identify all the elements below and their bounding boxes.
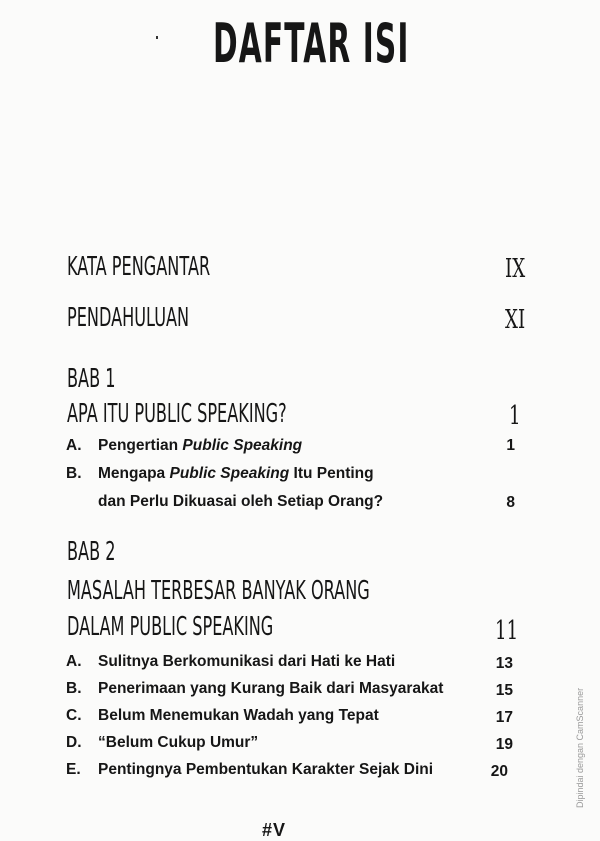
page-speck bbox=[156, 36, 158, 39]
item-letter: B. bbox=[66, 465, 82, 482]
bab1-number: BAB 1 bbox=[67, 364, 116, 394]
item-text: “Belum Cukup Umur” bbox=[98, 734, 259, 751]
item-text-italic: Public Speaking bbox=[169, 465, 290, 482]
item-text-italic: Public Speaking bbox=[182, 437, 303, 454]
item-letter: A. bbox=[66, 653, 82, 670]
bab2-item-a-page: 13 bbox=[495, 655, 513, 672]
toc-page-pendahuluan: XI bbox=[505, 305, 526, 335]
bab2-page: 11 bbox=[495, 616, 519, 646]
bab2-title-line1: MASALAH TERBESAR BANYAK ORANG bbox=[67, 576, 370, 606]
bab2-title-line2: DALAM PUBLIC SPEAKING bbox=[67, 612, 274, 642]
page-title: DAFTAR ISI bbox=[213, 12, 410, 75]
scanner-watermark: Dipindai dengan CamScanner bbox=[575, 687, 585, 808]
bab2-item-d bbox=[66, 734, 258, 752]
item-letter: C. bbox=[66, 707, 82, 724]
item-text-pre: Pengertian bbox=[98, 437, 183, 454]
item-text-post: Itu Penting bbox=[289, 465, 374, 482]
bab2-item-e-page: 20 bbox=[490, 763, 508, 780]
bab1-item-b-line2: dan Perlu Dikuasai oleh Setiap Orang? bbox=[98, 493, 384, 510]
item-text: Sulitnya Berkomunikasi dari Hati ke Hati bbox=[98, 653, 396, 670]
bab2-number: BAB 2 bbox=[67, 537, 116, 567]
item-text: Belum Menemukan Wadah yang Tepat bbox=[98, 707, 379, 724]
item-letter: A. bbox=[66, 437, 82, 454]
item-letter: E. bbox=[66, 761, 81, 778]
bab2-item-b-page: 15 bbox=[495, 682, 513, 699]
bab1-page: 1 bbox=[509, 401, 521, 431]
bab2-item-c bbox=[66, 707, 379, 725]
bab1-title: APA ITU PUBLIC SPEAKING? bbox=[67, 399, 287, 429]
bab2-item-c-page: 17 bbox=[495, 709, 513, 726]
bab1-item-b-page: 8 bbox=[506, 494, 515, 511]
bab1-item-a-page: 1 bbox=[506, 437, 515, 454]
item-text-pre: Mengapa bbox=[98, 465, 170, 482]
bab2-item-d-page: 19 bbox=[495, 736, 513, 753]
bab2-item-e bbox=[66, 761, 433, 779]
item-letter: D. bbox=[66, 734, 82, 751]
bab1-item-b bbox=[66, 465, 374, 483]
item-text: Pentingnya Pembentukan Karakter Sejak Dini bbox=[98, 761, 434, 778]
toc-page-kata-pengantar: IX bbox=[505, 254, 526, 284]
toc-entry-kata-pengantar: KATA PENGANTAR bbox=[67, 252, 211, 282]
bab2-item-a bbox=[66, 653, 395, 671]
bab1-item-a bbox=[66, 437, 302, 455]
toc-entry-pendahuluan: PENDAHULUAN bbox=[67, 303, 190, 333]
page-footer-mark: #V bbox=[262, 820, 287, 840]
bab2-item-b bbox=[66, 680, 443, 698]
item-text: Penerimaan yang Kurang Baik dari Masyarakat bbox=[98, 680, 444, 697]
item-letter: B. bbox=[66, 680, 82, 697]
